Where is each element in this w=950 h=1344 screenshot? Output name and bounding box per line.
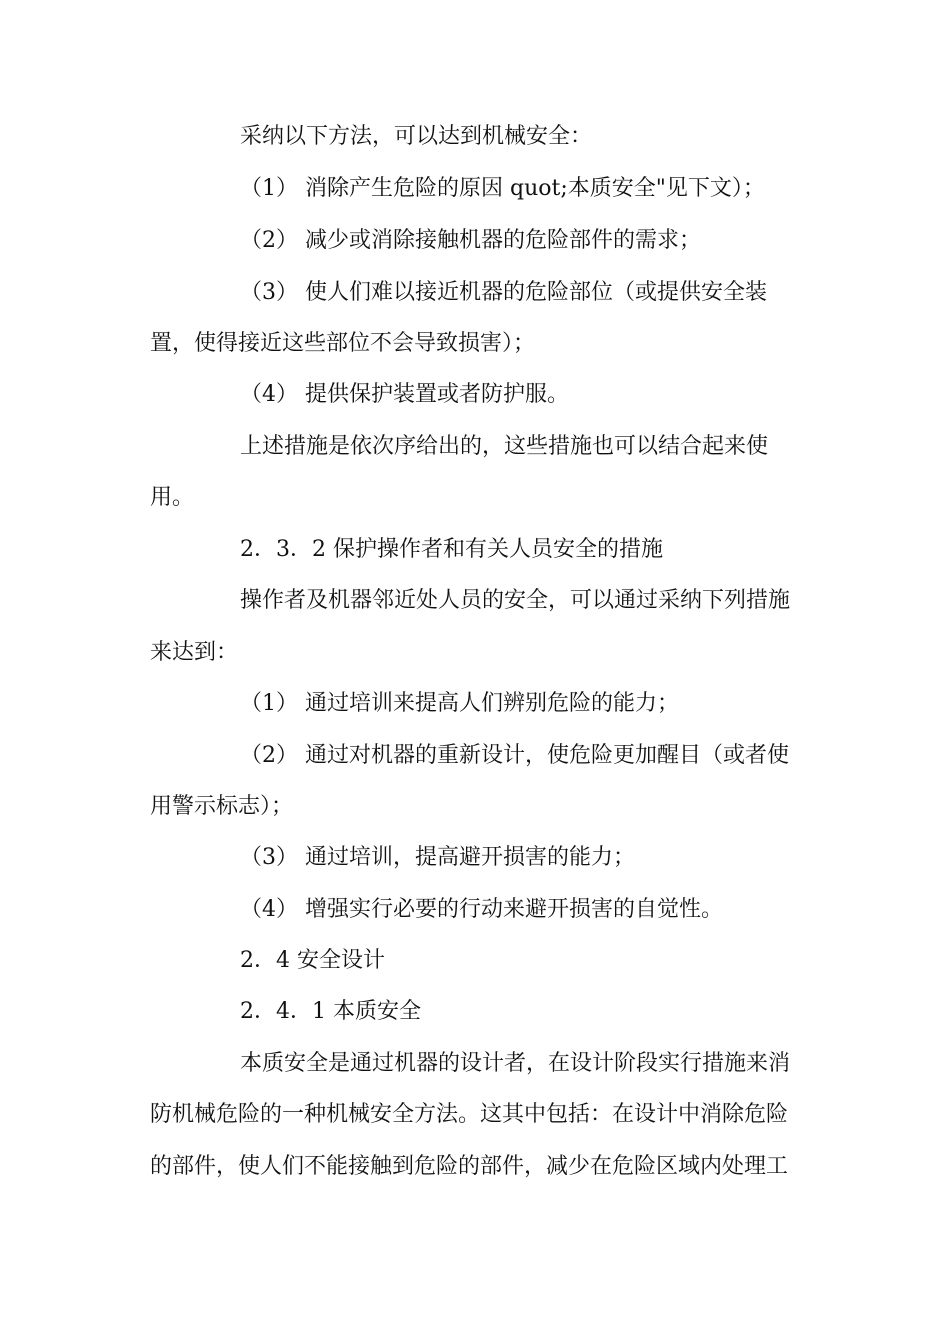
list-item: （3） 通过培训，提高避开损害的能力； [240,845,635,870]
list-item: （3） 使人们难以接近机器的危险部位（或提供安全装 [240,280,767,305]
text-line: 本质安全是通过机器的设计者，在设计阶段实行措施来消 [240,1051,791,1076]
text-line: 用警示标志）； [150,794,294,819]
text-line: 的部件，使人们不能接触到危险的部件，减少在危险区域内处理工 [150,1154,789,1179]
section-heading: 2．3．2 保护操作者和有关人员安全的措施 [240,537,663,562]
list-item: （4） 增强实行必要的行动来避开损害的自觉性。 [240,897,723,922]
text-line: 采纳以下方法，可以达到机械安全： [240,124,593,149]
section-heading: 2．4．1 本质安全 [240,999,421,1024]
text-line: 来达到： [150,640,239,665]
list-item: （2） 通过对机器的重新设计，使危险更加醒目（或者使 [240,743,789,768]
list-item: （2） 减少或消除接触机器的危险部件的需求； [240,228,701,253]
list-item: （4） 提供保护装置或者防护服。 [240,382,569,407]
list-item: （1） 通过培训来提高人们辨别危险的能力； [240,691,679,716]
text-line: 防机械危险的一种机械安全方法。这其中包括：在设计中消除危险 [150,1102,789,1127]
text-line: 置，使得接近这些部位不会导致损害）； [150,331,536,356]
list-item: （1） 消除产生危险的原因 quot;本质安全"见下文）； [240,176,765,201]
text-line: 操作者及机器邻近处人员的安全，可以通过采纳下列措施 [240,588,791,613]
section-heading: 2．4 安全设计 [240,948,385,973]
text-line: 上述措施是依次序给出的，这些措施也可以结合起来使 [240,434,769,459]
text-line: 用。 [150,485,195,510]
